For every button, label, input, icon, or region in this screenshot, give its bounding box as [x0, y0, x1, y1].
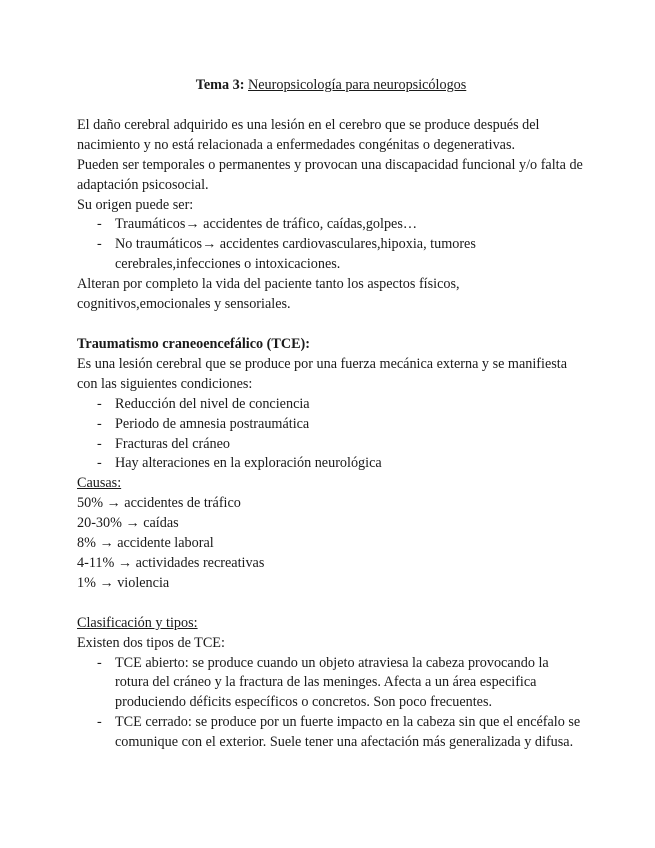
list-item: - Reducción del nivel de conciencia — [77, 395, 585, 415]
list-marker: - — [97, 455, 102, 472]
intro-paragraph-2: Pueden ser temporales o permanentes y provocan una discapacidad funcional y/o falta de adaptación psicosocial. — [77, 156, 583, 193]
list-item: - No traumáticos→ accidentes cardiovasculares,hipoxia, tumores cerebrales,infecciones o intoxicaciones. — [97, 236, 476, 273]
list-marker: - — [97, 395, 102, 412]
list-item: - Fracturas del cráneo — [77, 435, 585, 455]
list-item: - TCE abierto: se produce cuando un objeto atraviesa la cabeza provocando la rotura del cráneo y la fractura de las meninges. Afecta a un área especifica produciendo déficits específicos o concretos. Son poco frecuentes. — [97, 654, 549, 711]
intro-paragraph-1: El daño cerebral adquirido es una lesión en el cerebro que se produce después del nacimiento y no está relacionada a enfermedades congénitas o degenerativas. — [77, 116, 540, 153]
origin-list — [77, 215, 585, 275]
intro-paragraph-3: Alteran por completo la vida del paciente tanto los aspectos físicos, cognitivos,emocionales y sensoriales. — [77, 276, 460, 313]
title-subject: Neuropsicología para neuropsicólogos — [248, 77, 467, 93]
list-marker: - — [97, 216, 102, 233]
list-item: - Periodo de amnesia postraumática — [77, 415, 585, 435]
causes-label: Causas: — [77, 475, 122, 492]
cause-line: 4-11% → actividades recreativas — [77, 554, 265, 571]
cause-line: 20-30% → caídas — [77, 515, 179, 532]
list-marker: - — [97, 236, 102, 253]
tce-definition: Es una lesión cerebral que se produce por una fuerza mecánica externa y se manifiesta con las siguientes condiciones: — [77, 355, 568, 392]
cause-line: 1% → violencia — [77, 574, 170, 591]
list-item: - Hay alteraciones en la exploración neurológica — [77, 454, 585, 474]
cause-line: 8% → accidente laboral — [77, 535, 214, 552]
list-marker: - — [97, 435, 102, 452]
list-item: - Traumáticos→ accidentes de tráfico, caídas,golpes… — [77, 215, 585, 235]
classification-intro: Existen dos tipos de TCE: — [77, 634, 225, 651]
cause-line: 50% → accidentes de tráfico — [77, 495, 241, 512]
page-title — [77, 76, 585, 96]
origin-label: Su origen puede ser: — [77, 196, 194, 213]
types-list — [77, 654, 585, 754]
conditions-list — [77, 395, 585, 475]
list-item: - TCE cerrado: se produce por un fuerte impacto en la cabeza sin que el encéfalo se comunique con el exterior. Suele tener una afectación más generalizada y difusa. — [97, 714, 581, 751]
classification-heading: Clasificación y tipos: — [77, 614, 198, 631]
list-marker: - — [97, 714, 102, 731]
list-marker: - — [97, 654, 102, 671]
list-marker: - — [97, 415, 102, 432]
tce-heading: Traumatismo craneoencefálico (TCE): — [77, 335, 310, 352]
title-label: Tema 3: — [195, 77, 245, 93]
